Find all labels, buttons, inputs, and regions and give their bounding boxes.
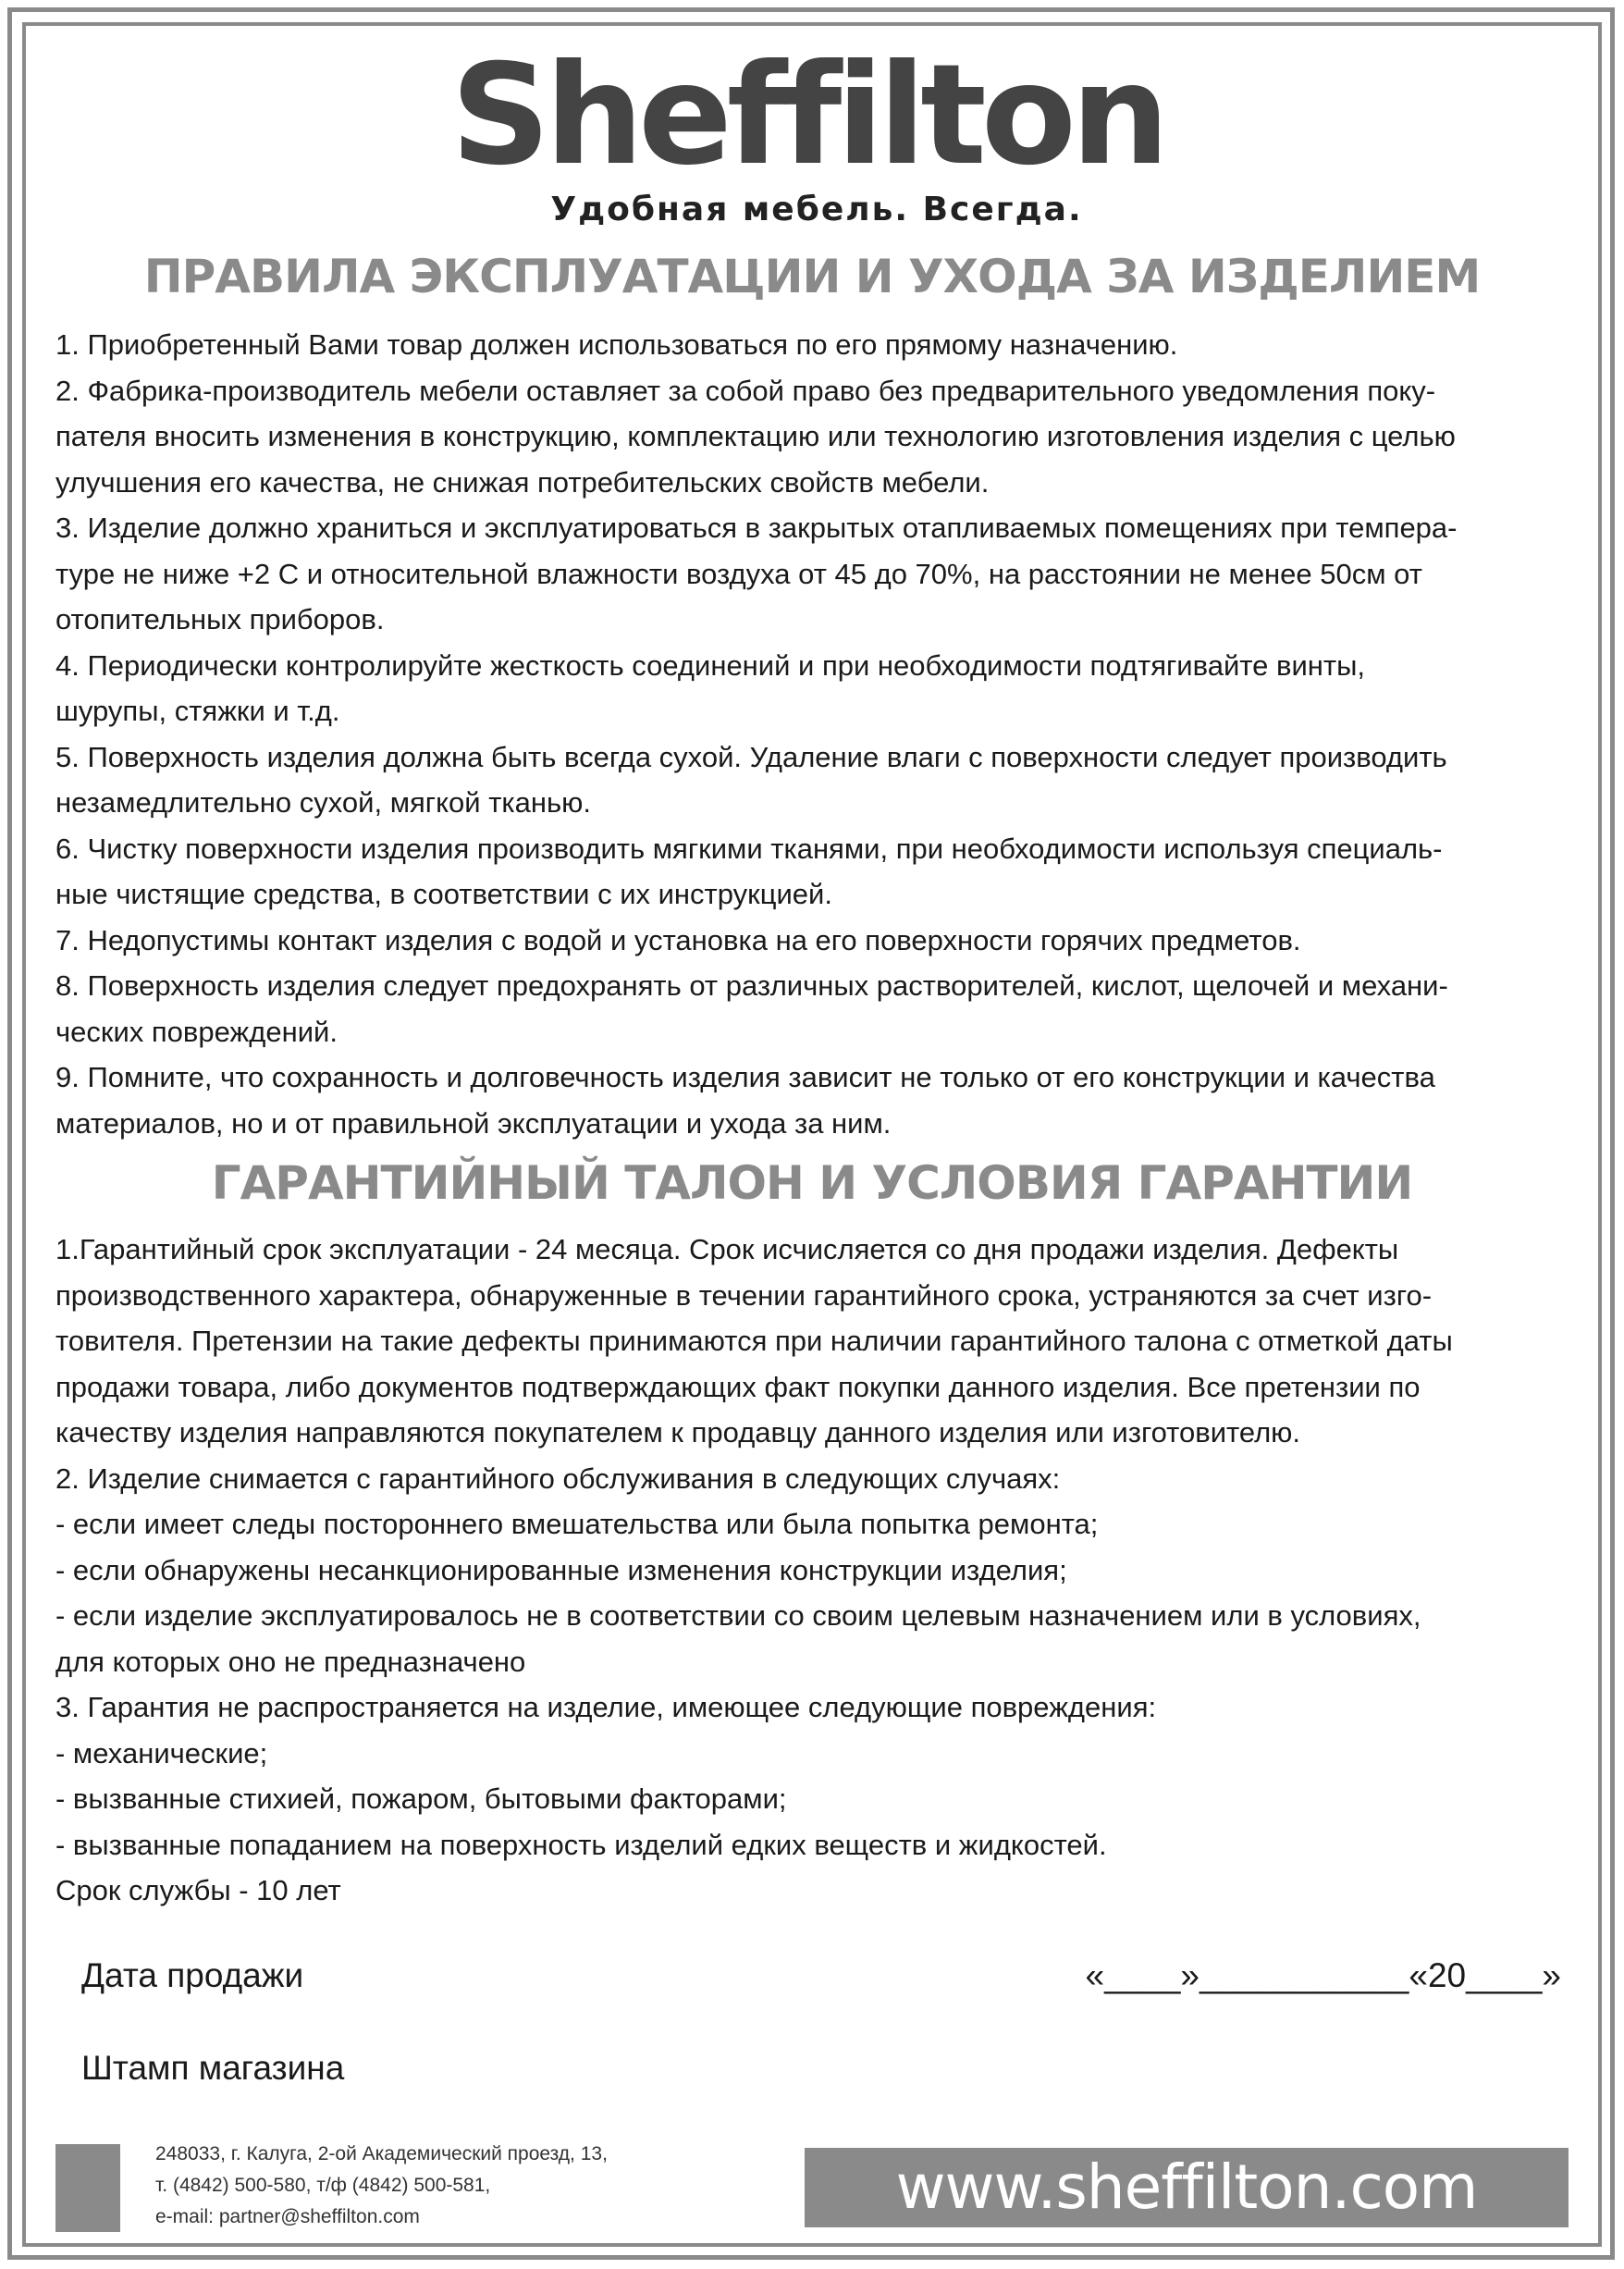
rules-line: 6. Чистку поверхности изделия производить мягкими тканями, при необходимости используя специаль- [55,832,1443,865]
rules-line: отопительных приборов. [55,603,385,635]
warranty-line: - если обнаружены несанкционированные изменения конструкции изделия; [55,1553,1067,1586]
brand-name: Sheffilton [450,35,1164,196]
rules-title: ПРАВИЛА ЭКСПЛУАТАЦИИ И УХОДА ЗА ИЗДЕЛИЕМ [143,250,1481,303]
sale-date-row [81,1956,1561,1995]
rules-text [55,322,1572,1146]
warranty-line: 1.Гарантийный срок эксплуатации - 24 месяца. Срок исчисляется со дня продажи изделия. Дефекты [55,1233,1399,1265]
rules-line: 2. Фабрика-производитель мебели оставляет за собой право без предварительного уведомления поку- [55,374,1436,407]
address-line: т. (4842) 500-580, т/ф (4842) 500-581, [155,2175,491,2196]
sale-date-label: Дата продажи [81,1956,304,1994]
rules-line: 9. Помните, что сохранность и долговечность изделия зависит не только от его конструкции и качества [55,1061,1435,1093]
brand-slogan: Удобная мебель. Всегда. [550,191,1083,228]
warranty-line: для которых оно не предназначено [55,1645,526,1678]
sale-date-blank: «____»___________«20____» [1085,1956,1561,1994]
warranty-line: - вызванные стихией, пожаром, бытовыми факторами; [55,1782,787,1815]
warranty-line: продажи товара, либо документов подтверждающих факт покупки данного изделия. Все претензии по [55,1370,1421,1403]
address-line: 248033, г. Калуга, 2-ой Академический проезд, 13, [155,2143,608,2164]
warranty-line: - механические; [55,1736,268,1770]
warranty-line: производственного характера, обнаруженные в течении гарантийного срока, устраняются за счет изго- [55,1278,1433,1312]
warranty-line: - если изделие эксплуатировалось не в соответствии со своим целевым назначением или в условиях, [55,1599,1421,1632]
warranty-line: - если имеет следы постороннего вмешательства или была попытка ремонта; [55,1508,1099,1540]
warranty-text [55,1227,1572,1914]
warranty-line: 3. Гарантия не распространяется на изделие, имеющее следующие повреждения: [55,1691,1157,1723]
rules-line: туре не ниже +2 С и относительной влажности воздуха от 45 до 70%, на расстоянии не менее 50см от [55,557,1422,590]
company-address [155,2139,608,2233]
rules-line: незамедлительно сухой, мягкой тканью. [55,786,592,819]
rules-line: 4. Периодически контролируйте жесткость соединений и при необходимости подтягивайте винты, [55,648,1365,682]
rules-line: ные чистящие средства, в соответствии с их инструкцией. [55,878,832,910]
brand-logo [0,35,1624,228]
store-stamp-label: Штамп магазина [81,2049,345,2087]
rules-line: материалов, но и от правильной эксплуатации и ухода за ним. [55,1106,892,1140]
warranty-line: - вызванные попаданием на поверхность изделий едких веществ и жидкостей. [55,1828,1107,1861]
warranty-line: Срок службы - 10 лет [55,1874,341,1906]
rules-line: ческих повреждений. [55,1015,338,1048]
footer-square-decoration [55,2144,120,2232]
warranty-line: 2. Изделие снимается с гарантийного обслуживания в следующих случаях: [55,1461,1061,1495]
rules-line: 5. Поверхность изделия должна быть всегда сухой. Удаление влаги с поверхности следует производить [55,740,1447,773]
rules-line: 7. Недопустимы контакт изделия с водой и установка на его поверхности горячих предметов. [55,923,1301,956]
rules-line: 3. Изделие должно храниться и эксплуатироваться в закрытых отапливаемых помещениях при темпера- [55,512,1458,544]
warranty-line: качеству изделия направляются покупателем к продавцу данного изделия или изготовителю. [55,1416,1301,1449]
rules-line: 8. Поверхность изделия следует предохранять от различных растворителей, кислот, щелочей и механи- [55,969,1448,1002]
rules-line: 1. Приобретенный Вами товар должен использоваться по его прямому назначению. [55,328,1178,361]
rules-line: улучшения его качества, не снижая потребительских свойств мебели. [55,465,990,499]
rules-line: пателя вносить изменения в конструкцию, комплектацию или технологию изготовления изделия с целью [55,420,1456,452]
warranty-title: ГАРАНТИЙНЫЙ ТАЛОН И УСЛОВИЯ ГАРАНТИИ [211,1156,1413,1210]
address-line: e-mail: partner@sheffilton.com [155,2206,420,2227]
rules-line: шурупы, стяжки и т.д. [55,695,340,727]
warranty-line: товителя. Претензии на такие дефекты принимаются при наличии гарантийного талона с отметкой даты [55,1325,1453,1357]
website-banner: www.sheffilton.com [805,2148,1569,2227]
